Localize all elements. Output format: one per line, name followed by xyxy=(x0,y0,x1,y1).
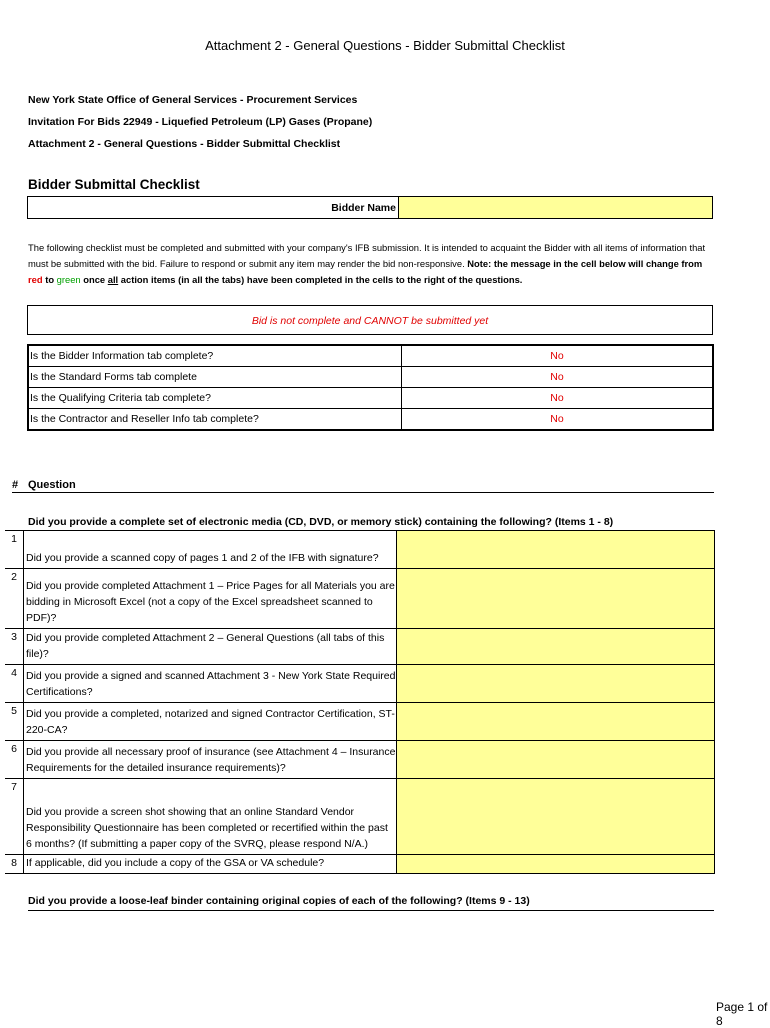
tab-check-answer: No xyxy=(402,409,714,431)
answer-cell[interactable] xyxy=(397,855,715,874)
table-row xyxy=(5,531,715,569)
table-row xyxy=(5,703,715,741)
table-row xyxy=(5,741,715,779)
tab-check-answer: No xyxy=(402,345,714,367)
section-title: Bidder Submittal Checklist xyxy=(28,177,200,192)
answer-cell[interactable] xyxy=(397,569,715,629)
bidder-name-row xyxy=(27,196,713,219)
header-ifb: Invitation For Bids 22949 - Liquefied Petroleum (LP) Gases (Propane) xyxy=(28,116,373,128)
question-text: Did you provide a screen shot showing that an online Standard Vendor Responsibility Questionnaire has been completed or recertified within the past 6 months? (If submitting a paper copy of the SVRQ, please respond N/A.) xyxy=(24,779,397,855)
question-number: 8 xyxy=(5,855,24,874)
group-2-title: Did you provide a loose-leaf binder containing original copies of each of the following? (Items 9 - 13) xyxy=(28,895,530,907)
header-attachment: Attachment 2 - General Questions - Bidder Submittal Checklist xyxy=(28,138,341,150)
all-word: all xyxy=(107,274,119,285)
question-text: Did you provide completed Attachment 2 – General Questions (all tabs of this file)? xyxy=(24,629,397,665)
answer-cell[interactable] xyxy=(397,629,715,665)
bidder-name-label: Bidder Name xyxy=(331,202,396,214)
note-text-c: once xyxy=(80,274,108,285)
note-text-b: to xyxy=(42,274,57,285)
header-agency: New York State Office of General Services - Procurement Services xyxy=(28,94,358,106)
answer-cell[interactable] xyxy=(397,531,715,569)
bidder-name-input[interactable] xyxy=(398,197,712,218)
question-table xyxy=(5,530,715,874)
question-number: 1 xyxy=(5,531,24,569)
tab-completion-table xyxy=(27,344,714,431)
answer-cell[interactable] xyxy=(397,779,715,855)
answer-cell[interactable] xyxy=(397,741,715,779)
table-row xyxy=(28,409,713,431)
tab-check-question: Is the Qualifying Criteria tab complete? xyxy=(28,388,402,409)
question-number: 7 xyxy=(5,779,24,855)
table-row xyxy=(5,665,715,703)
submission-status-message: Bid is not complete and CANNOT be submitted yet xyxy=(27,305,713,335)
question-text: If applicable, did you include a copy of the GSA or VA schedule? xyxy=(24,855,397,874)
table-row xyxy=(5,629,715,665)
question-text: Did you provide a signed and scanned Attachment 3 - New York State Required Certifications? xyxy=(24,665,397,703)
instructions-text: The following checklist must be completed and submitted with your company's IFB submission. It is intended to acquaint the Bidder with all items of information that must be submitted with the bid. Failure to respond or submit any item may render the bid non-responsive. xyxy=(28,242,706,269)
answer-cell[interactable] xyxy=(397,703,715,741)
note-text-a: Note: the message in the cell below will change from xyxy=(467,258,703,269)
table-row xyxy=(5,855,715,874)
red-word: red xyxy=(28,274,43,285)
question-number: 3 xyxy=(5,629,24,665)
note-text-d: action items (in all the tabs) have been completed in the cells to the right of the questions. xyxy=(118,274,523,285)
column-header-divider xyxy=(12,492,714,493)
tab-check-question: Is the Bidder Information tab complete? xyxy=(28,345,402,367)
question-number: 2 xyxy=(5,569,24,629)
page-number: Page 1 of 8 xyxy=(716,1000,768,1028)
tab-check-question: Is the Contractor and Reseller Info tab complete? xyxy=(28,409,402,431)
question-text: Did you provide a completed, notarized and signed Contractor Certification, ST-220-CA? xyxy=(24,703,397,741)
question-number: 4 xyxy=(5,665,24,703)
table-row xyxy=(5,779,715,855)
tab-check-answer: No xyxy=(402,388,714,409)
group-1-title: Did you provide a complete set of electronic media (CD, DVD, or memory stick) containing the following? (Items 1 - 8) xyxy=(28,516,614,528)
question-text: Did you provide all necessary proof of insurance (see Attachment 4 – Insurance Requirements for the detailed insurance requirements)? xyxy=(24,741,397,779)
instructions-paragraph xyxy=(28,240,718,288)
table-row xyxy=(28,367,713,388)
page-title: Attachment 2 - General Questions - Bidder Submittal Checklist xyxy=(205,38,565,53)
tab-check-question: Is the Standard Forms tab complete xyxy=(28,367,402,388)
question-number: 5 xyxy=(5,703,24,741)
column-header-number: # xyxy=(12,479,19,491)
column-header-question: Question xyxy=(28,479,76,491)
answer-cell[interactable] xyxy=(397,665,715,703)
tab-check-answer: No xyxy=(402,367,714,388)
table-row xyxy=(28,345,713,367)
question-number: 6 xyxy=(5,741,24,779)
question-text: Did you provide a scanned copy of pages 1 and 2 of the IFB with signature? xyxy=(24,531,397,569)
table-row xyxy=(28,388,713,409)
group-2-divider xyxy=(28,910,714,911)
green-word: green xyxy=(56,274,81,285)
table-row xyxy=(5,569,715,629)
question-text: Did you provide completed Attachment 1 – Price Pages for all Materials you are bidding in Microsoft Excel (not a copy of the Excel spreadsheet scanned to PDF)? xyxy=(24,569,397,629)
